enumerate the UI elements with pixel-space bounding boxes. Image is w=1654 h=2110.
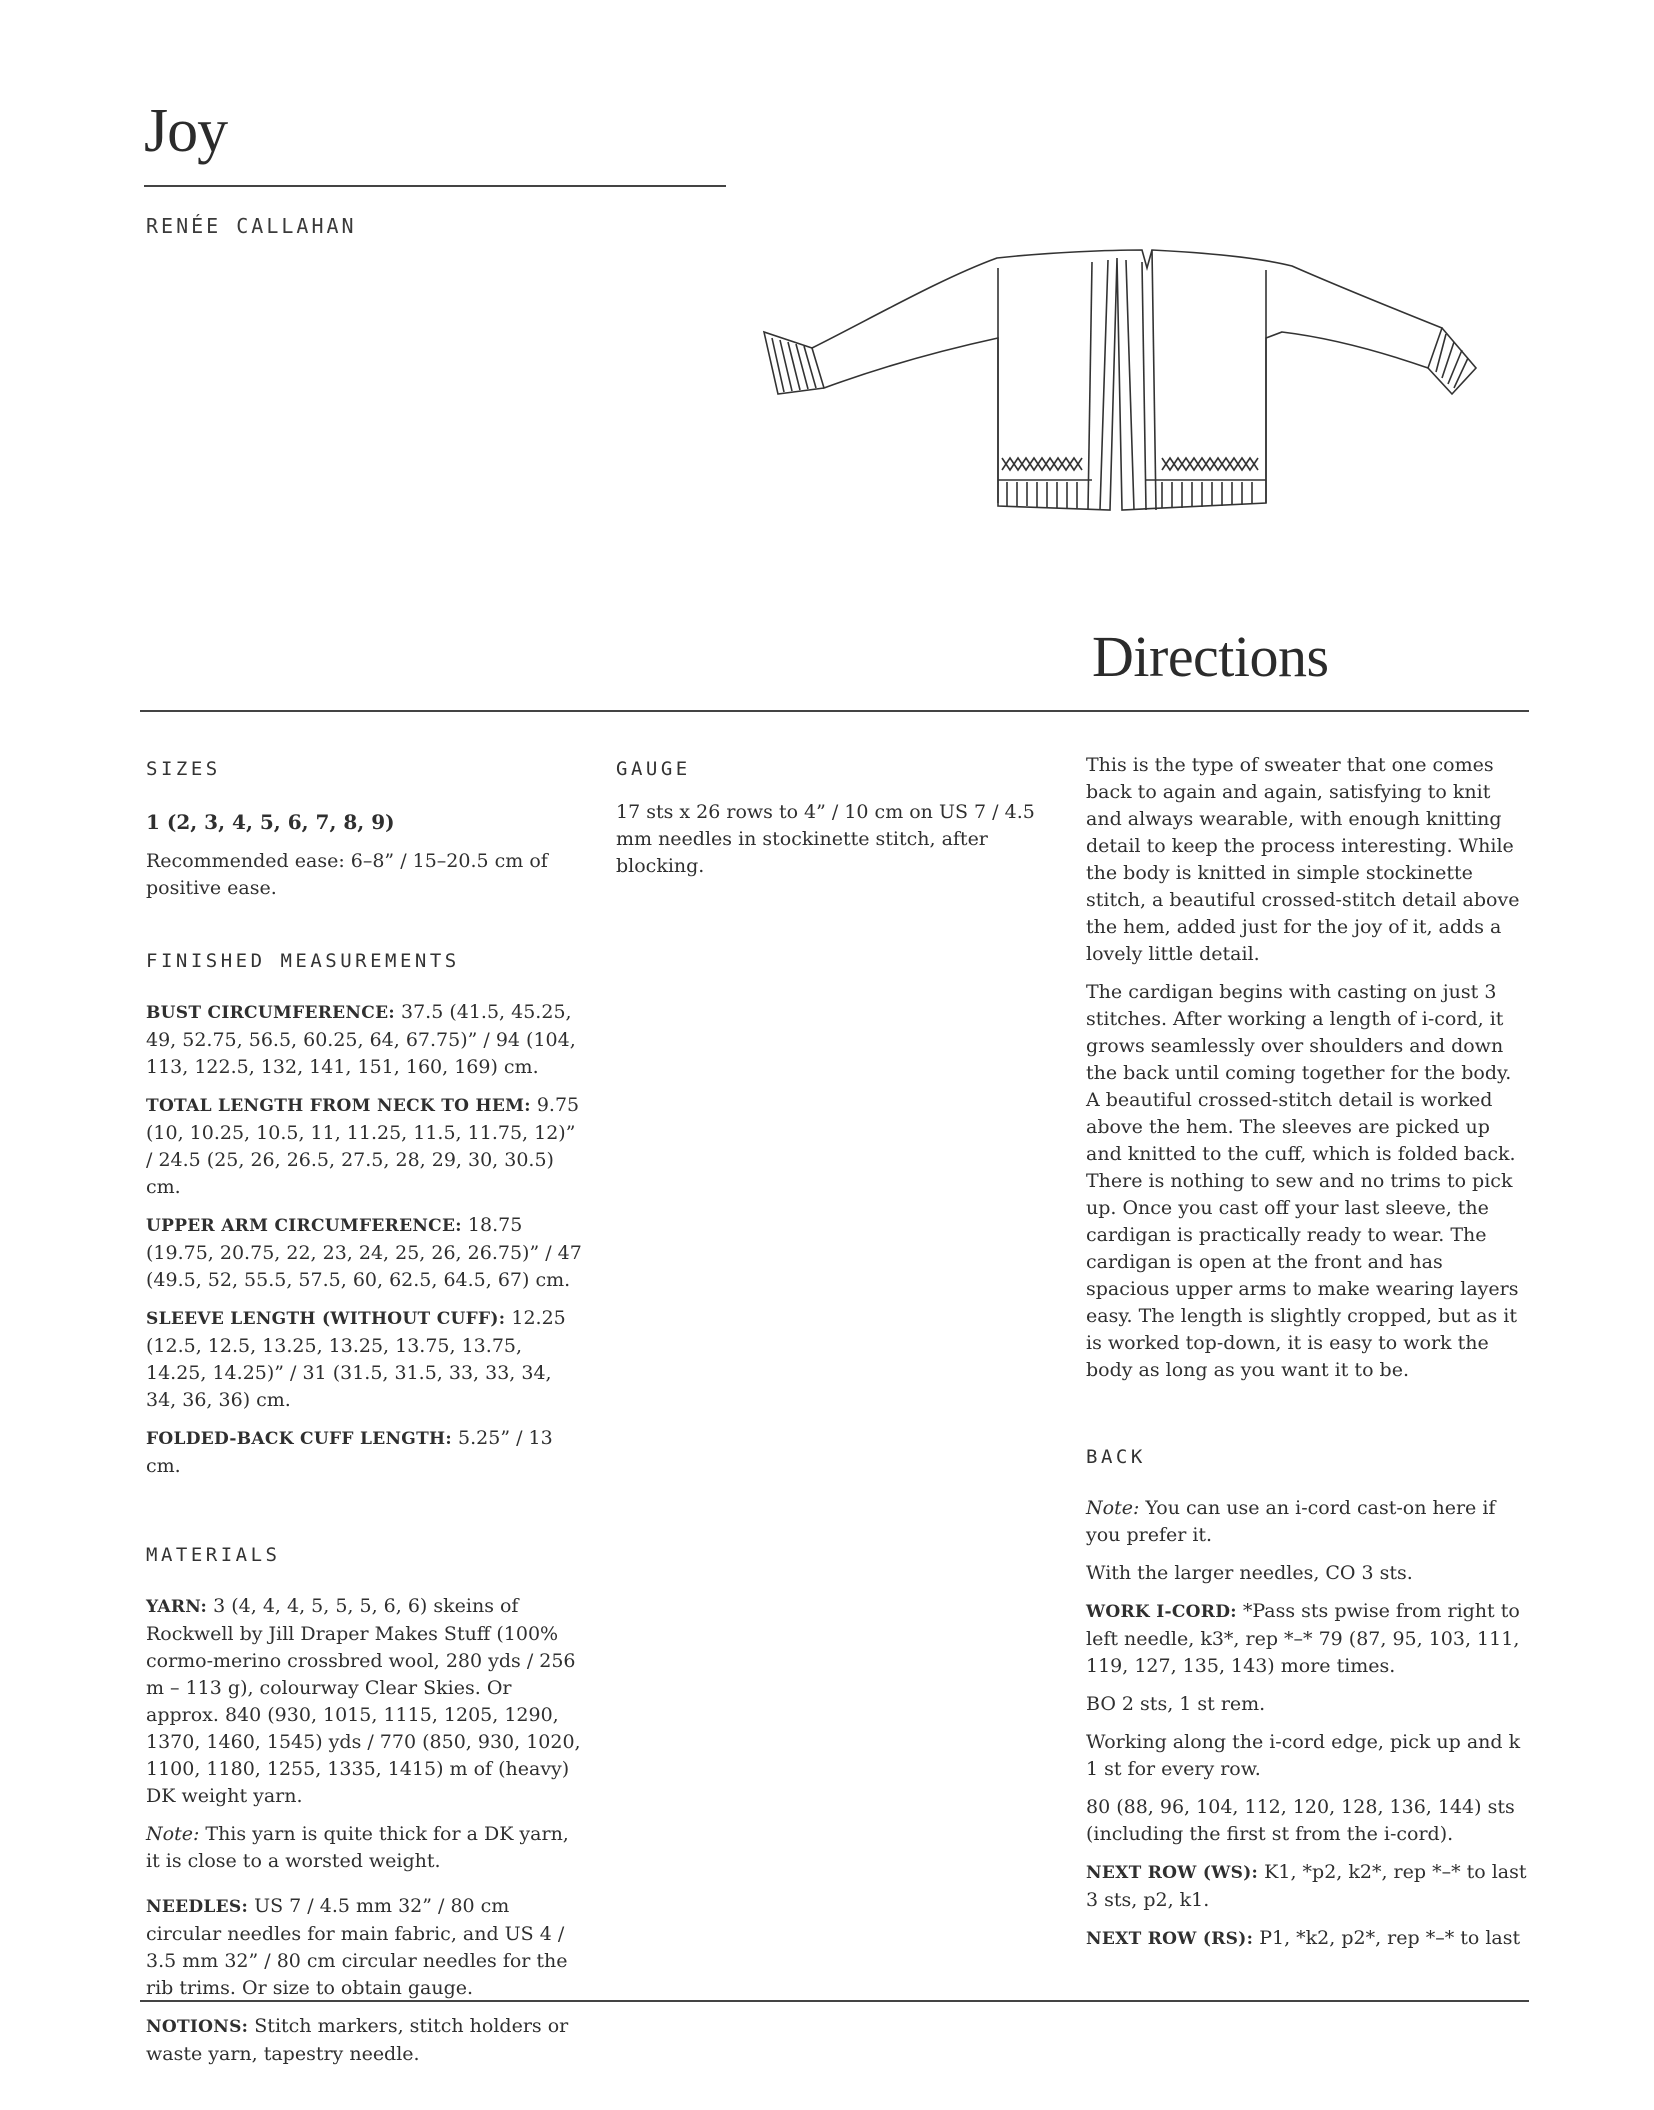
finished-item: SLEEVE LENGTH (WITHOUT CUFF): 12.25 (12.5, 12.5, 13.25, 13.25, 13.75, 13.75, 14.25, 14.25)” / 31 (31.5, 31.5, 33, 33, 34, 34, 36, 36) cm. [146, 1307, 566, 1411]
back-bo: BO 2 sts, 1 st rem. [1086, 1693, 1266, 1715]
sizes-heading: SIZES [146, 758, 221, 780]
gauge-heading: GAUGE [616, 758, 691, 780]
finished-item: BUST CIRCUMFERENCE: 37.5 (41.5, 45.25, 49, 52.75, 56.5, 60.25, 64, 67.75)” / 94 (104, 113, 122.5, 132, 141, 151, 160, 169) cm. [146, 1001, 576, 1078]
intro-paragraph: The cardigan begins with casting on just 3 stitches. After working a length of i-cord, it grows seamlessly over shoulders and down the back until coming together for the body. A beautiful crossed-stitch detail is worked above the hem. The sleeves are picked up and knitted to the cuff, which is folded back. There is nothing to sew and no trims to pick up. Once you cast off your last sleeve, the cardigan is practically ready to wear. The cardigan is open at the front and has spacious upper arms to make wearing layers easy. The length is slightly cropped, but as it is worked top-down, it is easy to work the body as long as you want it to be. [1086, 981, 1519, 1381]
cardigan-illustration-icon [752, 248, 1488, 518]
finished-heading: FINISHED MEASUREMENTS [146, 950, 460, 972]
back-heading: BACK [1086, 1446, 1146, 1468]
footer-rule [140, 2000, 1529, 2002]
sizes-ease: Recommended ease: 6–8” / 15–20.5 cm of positive ease. [146, 850, 548, 899]
back-note: Note: You can use an i-cord cast-on here if you prefer it. [1086, 1497, 1496, 1546]
middle-column [616, 756, 1056, 891]
back-rs-row: NEXT ROW (RS): P1, *k2, p2*, rep *–* to last [1086, 1927, 1521, 1949]
intro-paragraph: This is the type of sweater that one comes back to again and again, satisfying to knit and always wearable, with enough knitting detail to keep the process interesting. While the body is knitted in simple stockinette stitch, a beautiful crossed-stitch detail above the hem, added just for the joy of it, adds a lovely little detail. [1086, 754, 1520, 965]
back-ws-row: NEXT ROW (WS): K1, *p2, k2*, rep *–* to last 3 sts, p2, k1. [1086, 1861, 1527, 1911]
back-icord: WORK I-CORD: *Pass sts pwise from right to left needle, k3*, rep *–* 79 (87, 95, 103, 111, 119, 127, 135, 143) more times. [1086, 1600, 1520, 1677]
finished-item: TOTAL LENGTH FROM NECK TO HEM: 9.75 (10, 10.25, 10.5, 11, 11.25, 11.5, 11.75, 12)” / 24.5 (25, 26, 26.5, 27.5, 28, 29, 30, 30.5) cm. [146, 1094, 580, 1198]
back-section [1086, 1444, 1528, 1964]
gauge-text: 17 sts x 26 rows to 4” / 10 cm on US 7 / 4.5 mm needles in stockinette stitch, after blocking. [616, 801, 1035, 877]
sizes-value: 1 (2, 3, 4, 5, 6, 7, 8, 9) [146, 810, 395, 834]
back-co: With the larger needles, CO 3 sts. [1086, 1562, 1413, 1584]
pattern-title: Joy [144, 97, 228, 165]
finished-item: UPPER ARM CIRCUMFERENCE: 18.75 (19.75, 20.75, 22, 23, 24, 25, 26, 26.75)” / 47 (49.5, 52, 55.5, 57.5, 60, 62.5, 64.5, 67) cm. [146, 1214, 582, 1291]
finished-item: FOLDED-BACK CUFF LENGTH: 5.25” / 13 cm. [146, 1427, 553, 1477]
materials-yarn: YARN: 3 (4, 4, 4, 5, 5, 5, 6, 6) skeins of Rockwell by Jill Draper Makes Stuff (100% cormo-merino crossbred wool, 280 yds / 256 m – 113 g), colourway Clear Skies. Or approx. 840 (930, 1015, 1115, 1205, 1290, 1370, 1460, 1545) yds / 770 (850, 930, 1020, 1100, 1180, 1255, 1335, 1415) m of (heavy) DK weight yarn. [146, 1595, 581, 1807]
materials-notions: NOTIONS: Stitch markers, stitch holders or waste yarn, tapestry needle. [146, 2015, 569, 2065]
title-rule [144, 185, 726, 187]
designer-name: RENÉE CALLAHAN [146, 214, 357, 238]
section-title: Directions [1092, 624, 1329, 689]
right-column [1086, 752, 1528, 1395]
back-pickup: Working along the i-cord edge, pick up and k 1 st for every row. [1086, 1731, 1521, 1780]
left-column [146, 756, 586, 2079]
materials-note: Note: This yarn is quite thick for a DK yarn, it is close to a worsted weight. [146, 1823, 569, 1872]
back-count: 80 (88, 96, 104, 112, 120, 128, 136, 144) sts (including the first st from the i-cord). [1086, 1796, 1515, 1845]
section-rule [140, 710, 1529, 712]
materials-needles: NEEDLES: US 7 / 4.5 mm 32” / 80 cm circular needles for main fabric, and US 4 / 3.5 mm 32” / 80 cm circular needles for the rib trims. Or size to obtain gauge. [146, 1895, 568, 1999]
materials-heading: MATERIALS [146, 1544, 281, 1566]
